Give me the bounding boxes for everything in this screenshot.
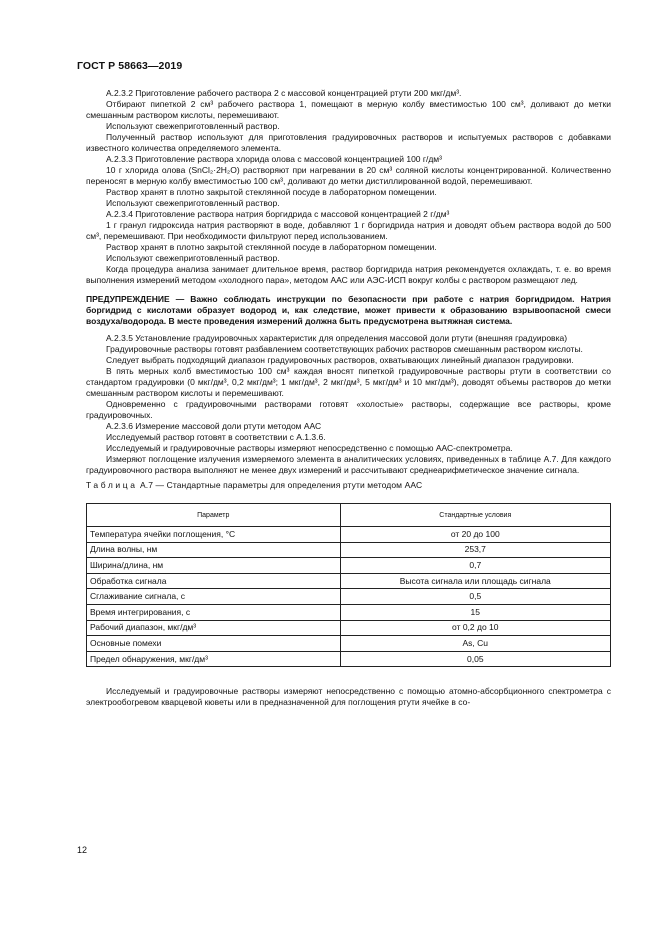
table-row: [87, 573, 611, 589]
table-row: [87, 651, 611, 667]
paragraph: 1 г гранул гидроксида натрия растворяют в воде, добавляют 1 г боргидрида натрия и доводят объем раствора водой до 500 см³, перемешивают. При необходимости фильтруют перед использованием.: [86, 220, 611, 241]
table-caption-text: А.7 — Стандартные параметры для определения ртути методом ААС: [137, 480, 423, 490]
table-row: [87, 527, 611, 543]
parameter-cell: Предел обнаружения, мкг/дм³: [87, 651, 341, 667]
parameter-cell: Основные помехи: [87, 636, 341, 652]
page-content: [86, 88, 611, 708]
value-cell: 0,05: [340, 651, 610, 667]
paragraph: Градуировочные растворы готовят разбавлением соответствующих рабочих растворов смешанным раствором кислоты.: [106, 344, 583, 354]
standard-header: ГОСТ Р 58663—2019: [77, 60, 183, 72]
parameter-cell: Обработка сигнала: [87, 573, 341, 589]
page-number: 12: [77, 845, 88, 855]
table-caption: [86, 480, 611, 491]
paragraph: Измеряют поглощение излучения измеряемого элемента в аналитических условиях, приведенных в таблице А.7. Для каждого градуировочного раствора выполняют не менее двух измерений и рассчитывают среднеарифметическое значение сигнала.: [86, 454, 611, 475]
paragraph: А.2.3.5 Установление градуировочных характеристик для определения массовой доли ртути (внешняя градуировка): [106, 333, 568, 343]
paragraph: А.2.3.4 Приготовление раствора натрия боргидрида с массовой концентрацией 2 г/дм³: [106, 209, 450, 219]
paragraph: Исследуемый и градуировочные растворы измеряют непосредственно с помощью ААС-спектрометра.: [106, 443, 513, 453]
paragraph: А.2.3.6 Измерение массовой доли ртути методом ААС: [106, 421, 322, 431]
paragraph: Используют свежеприготовленный раствор.: [106, 198, 280, 208]
table-row: [87, 558, 611, 574]
parameter-cell: Сглаживание сигнала, с: [87, 589, 341, 605]
paragraph: Отбирают пипеткой 2 см³ рабочего раствора 1, помещают в мерную колбу вместимостью 100 см³, доливают до метки смешанным раствором кислоты, перемешивают.: [86, 99, 611, 120]
paragraph: Используют свежеприготовленный раствор.: [106, 121, 280, 131]
paragraph: Используют свежеприготовленный раствор.: [106, 253, 280, 263]
parameter-cell: Время интегрирования, с: [87, 604, 341, 620]
table-row: [87, 542, 611, 558]
paragraph: Раствор хранят в плотно закрытой стеклянной посуде в лабораторном помещении.: [106, 242, 437, 252]
value-cell: Высота сигнала или площадь сигнала: [340, 573, 610, 589]
table-caption-word: Таблица: [86, 480, 138, 490]
table-row: [87, 620, 611, 636]
paragraph: Полученный раствор используют для приготовления градуировочных растворов и испытуемых растворов с добавками известного количества определяемого элемента.: [86, 132, 611, 153]
safety-warning: ПРЕДУПРЕЖДЕНИЕ — Важно соблюдать инструкции по безопасности при работе с натрия боргидридом. Натрия боргидрид с кислотами образует водород и, как следствие, может привести к образованию взрывоопасной смеси воздуха/водорода. В месте проведения измерений должна быть предусмотрена вытяжная система.: [86, 294, 611, 326]
paragraph: Когда процедура анализа занимает длительное время, раствор боргидрида натрия рекомендуется охлаждать, т. е. во время выполнения измерений методом «холодного пара», методом ААС или АЭС-ИСП вокруг колбы с раствором размещают лед.: [86, 264, 611, 285]
paragraph: Раствор хранят в плотно закрытой стеклянной посуде в лабораторном помещении.: [106, 187, 437, 197]
paragraph: Одновременно с градуировочными растворами готовят «холостые» растворы, содержащие все растворы, кроме градуировочных.: [86, 399, 611, 420]
parameter-cell: Рабочий диапазон, мкг/дм³: [87, 620, 341, 636]
value-cell: 0,5: [340, 589, 610, 605]
table-header-row: [87, 504, 611, 527]
parameter-cell: Ширина/длина, нм: [87, 558, 341, 574]
paragraph: А.2.3.2 Приготовление рабочего раствора 2 с массовой концентрацией ртути 200 мкг/дм³.: [106, 88, 462, 98]
value-cell: от 0,2 до 10: [340, 620, 610, 636]
column-header-parameter: Параметр: [87, 504, 341, 527]
value-cell: от 20 до 100: [340, 527, 610, 543]
paragraph: А.2.3.3 Приготовление раствора хлорида олова с массовой концентрацией 100 г/дм³: [106, 154, 442, 164]
parameter-cell: Длина волны, нм: [87, 542, 341, 558]
paragraph: Исследуемый и градуировочные растворы измеряют непосредственно с помощью атомно-абсорбционного спектрометра с электрообогревом кварцевой кюветы или в предназначенной для поглощения ртути ячейке в со-: [86, 686, 611, 708]
value-cell: 253,7: [340, 542, 610, 558]
table-row: [87, 589, 611, 605]
value-cell: 0,7: [340, 558, 610, 574]
table-row: [87, 636, 611, 652]
paragraph: Следует выбрать подходящий диапазон градуировочных растворов, охватывающих линейный диапазон градуировки.: [106, 355, 574, 365]
table-row: [87, 604, 611, 620]
value-cell: As, Cu: [340, 636, 610, 652]
paragraph: Исследуемый раствор готовят в соответствии с А.1.3.6.: [106, 432, 326, 442]
column-header-conditions: Стандартные условия: [340, 504, 610, 527]
parameters-table: [86, 503, 611, 667]
paragraph: 10 г хлорида олова (SnCl₂·2H₂O) растворяют при нагревании в 20 см³ соляной кислоты концентрированной. Количественно переносят в мерную колбу вместимостью 100 см³, доливают до метки дистиллированной водой, перемешивают.: [86, 165, 611, 186]
paragraph: В пять мерных колб вместимостью 100 см³ каждая вносят пипеткой градуировочные растворы ртути в соответствии со стандартом градуировки (0 мкг/дм³, 0,2 мкг/дм³; 1 мкг/дм³, 2 мкг/дм³, 5 мкг/дм³ и 10 мкг/дм³), доводят объемы растворов до метки смешанным раствором кислоты и перемешивают.: [86, 366, 611, 398]
parameter-cell: Температура ячейки поглощения, °С: [87, 527, 341, 543]
value-cell: 15: [340, 604, 610, 620]
